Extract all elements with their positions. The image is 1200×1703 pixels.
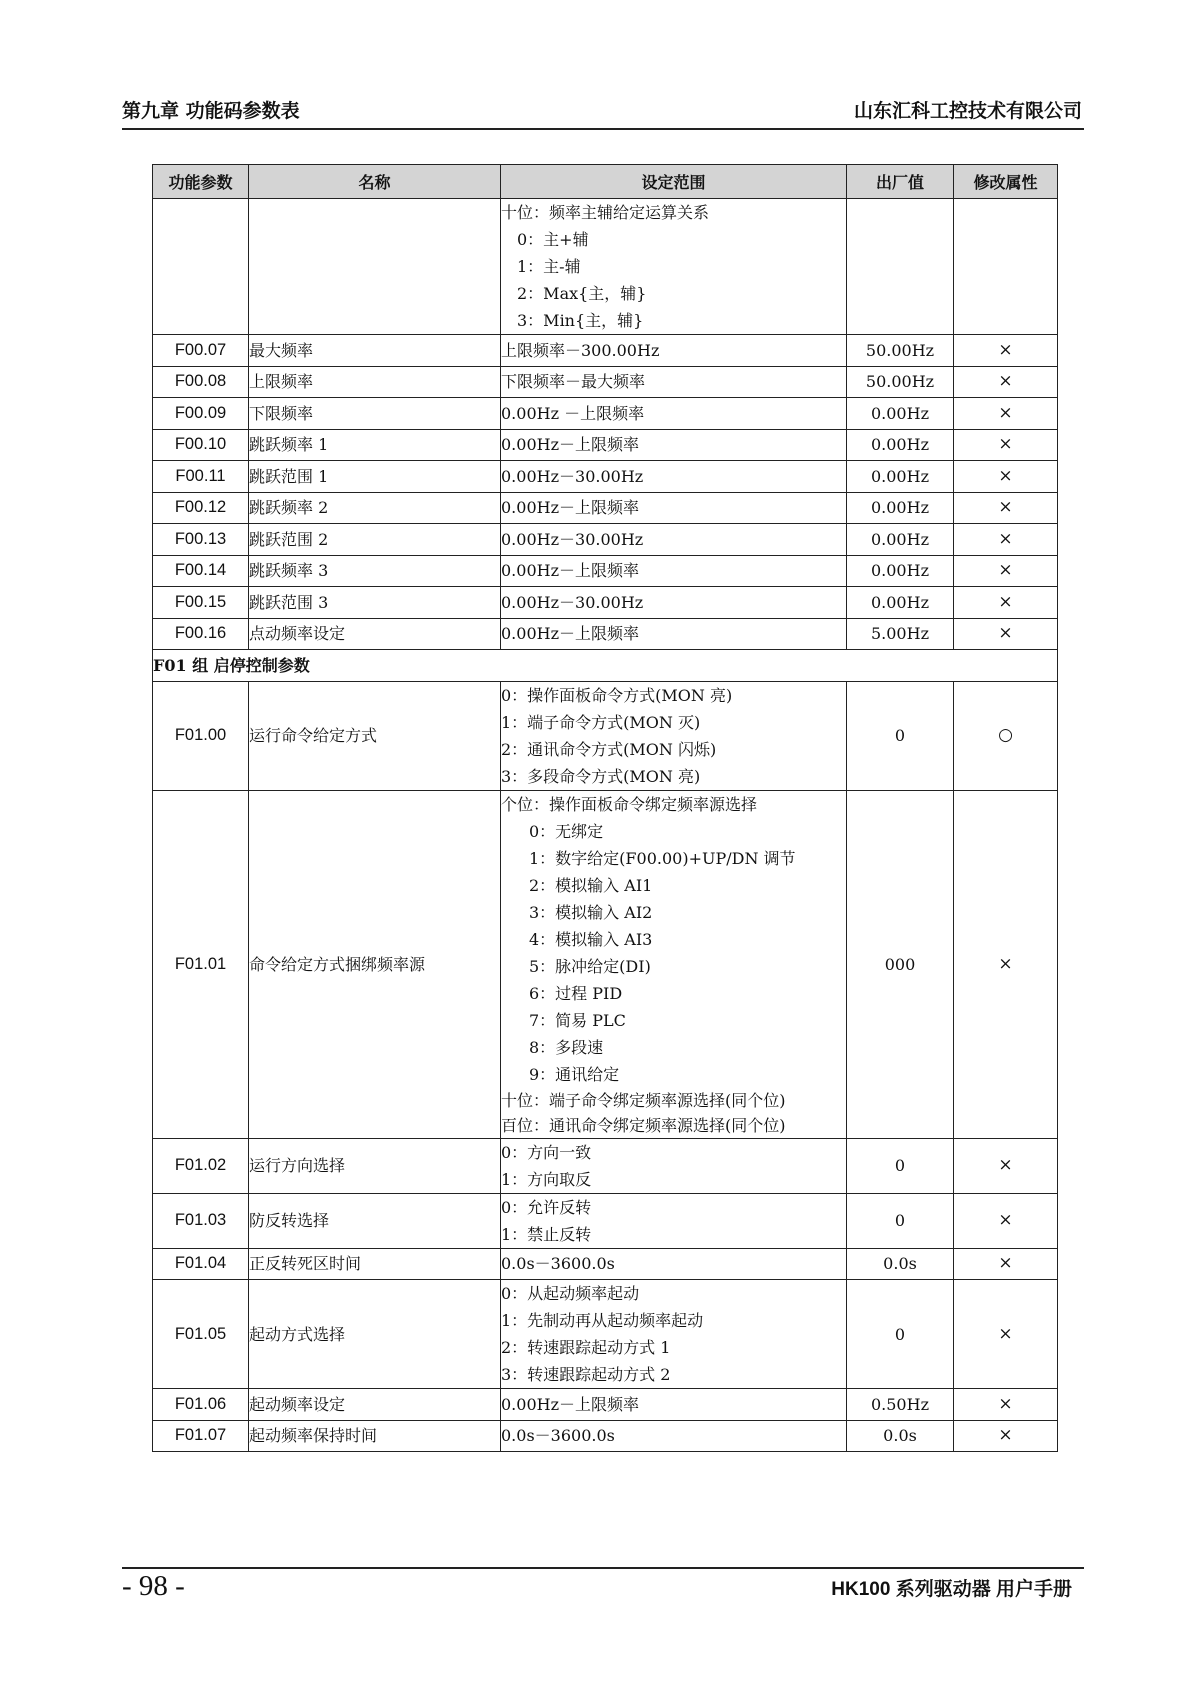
range-line: 2：转速跟踪起动方式 1 — [501, 1338, 671, 1357]
param-range: 0.00Hz－上限频率 — [501, 555, 847, 587]
range-line: 百位：通讯命令绑定频率源选择(同个位) — [501, 1115, 786, 1135]
range-cell — [501, 681, 847, 790]
col-header-name: 名称 — [249, 165, 501, 199]
param-default: 5.00Hz — [847, 618, 954, 650]
param-default: 50.00Hz — [847, 366, 954, 398]
param-name: 跳跃频率 2 — [249, 492, 501, 524]
param-range: 0.00Hz －上限频率 — [501, 398, 847, 430]
param-code: F00.08 — [153, 366, 249, 398]
param-name: 运行命令给定方式 — [249, 681, 501, 790]
range-line: 3：转速跟踪起动方式 2 — [501, 1365, 671, 1384]
param-name: 跳跃范围 3 — [249, 587, 501, 619]
param-attr: × — [954, 398, 1058, 430]
param-code: F01.02 — [153, 1138, 249, 1193]
param-default: 0.00Hz — [847, 555, 954, 587]
table-row — [153, 398, 1058, 430]
param-name: 跳跃频率 1 — [249, 429, 501, 461]
param-name: 跳跃范围 1 — [249, 461, 501, 493]
param-attr: ○ — [954, 681, 1058, 790]
param-code: F01.01 — [153, 790, 249, 1138]
param-range: 0.00Hz－上限频率 — [501, 429, 847, 461]
table-row — [153, 335, 1058, 367]
param-name: 起动方式选择 — [249, 1280, 501, 1389]
param-code: F00.13 — [153, 524, 249, 556]
param-name: 防反转选择 — [249, 1193, 501, 1248]
param-code: F00.16 — [153, 618, 249, 650]
range-line: 个位：操作面板命令绑定频率源选择 — [501, 794, 758, 814]
param-default: 0.0s — [847, 1420, 954, 1452]
range-line: 3：Min{主，辅} — [517, 311, 644, 330]
range-line: 7：简易 PLC — [529, 1010, 626, 1030]
param-range: 0.00Hz－上限频率 — [501, 618, 847, 650]
range-cell — [501, 790, 847, 1138]
param-name: 点动频率设定 — [249, 618, 501, 650]
param-default: 0 — [847, 1193, 954, 1248]
table-row — [153, 555, 1058, 587]
table-row-continuation — [153, 199, 1058, 335]
param-range: 0.00Hz－30.00Hz — [501, 524, 847, 556]
param-name: 下限频率 — [249, 398, 501, 430]
param-attr: × — [954, 524, 1058, 556]
param-code: F01.07 — [153, 1420, 249, 1452]
range-line: 1：禁止反转 — [501, 1224, 592, 1244]
col-header-default: 出厂值 — [847, 165, 954, 199]
group-title: F01 组 启停控制参数 — [153, 650, 1058, 682]
param-range: 0.00Hz－30.00Hz — [501, 587, 847, 619]
param-code: F00.07 — [153, 335, 249, 367]
table-row — [153, 587, 1058, 619]
param-range: 0.00Hz－上限频率 — [501, 492, 847, 524]
param-code: F01.05 — [153, 1280, 249, 1389]
param-attr: × — [954, 461, 1058, 493]
param-code: F00.15 — [153, 587, 249, 619]
param-name: 运行方向选择 — [249, 1138, 501, 1193]
param-name: 正反转死区时间 — [249, 1248, 501, 1280]
parameter-table — [152, 164, 1058, 1452]
param-code: F00.12 — [153, 492, 249, 524]
range-line: 1：端子命令方式(MON 灭) — [501, 712, 701, 732]
param-code: F01.03 — [153, 1193, 249, 1248]
param-attr: × — [954, 429, 1058, 461]
param-attr: × — [954, 1193, 1058, 1248]
param-default: 0.00Hz — [847, 587, 954, 619]
range-line: 1：数字给定(F00.00)+UP/DN 调节 — [529, 848, 796, 868]
table-row — [153, 429, 1058, 461]
param-default: 0.00Hz — [847, 429, 954, 461]
param-attr: × — [954, 790, 1058, 1138]
range-line: 1：方向取反 — [501, 1169, 592, 1189]
param-default: 50.00Hz — [847, 335, 954, 367]
range-cell — [501, 1280, 847, 1389]
param-attr: × — [954, 587, 1058, 619]
company-name: 山东汇科工控技术有限公司 — [853, 100, 1082, 122]
param-default: 0 — [847, 1138, 954, 1193]
range-line: 4：模拟输入 AI3 — [529, 929, 653, 949]
param-range: 0.0s－3600.0s — [501, 1420, 847, 1452]
range-line: 0：方向一致 — [501, 1142, 592, 1162]
range-line: 0：无绑定 — [529, 821, 604, 841]
param-attr: × — [954, 335, 1058, 367]
range-line: 3：模拟输入 AI2 — [529, 902, 653, 922]
param-default: 0.00Hz — [847, 492, 954, 524]
param-default: 0.0s — [847, 1248, 954, 1280]
param-default: 0 — [847, 681, 954, 790]
param-range: 0.00Hz－30.00Hz — [501, 461, 847, 493]
table-header-row — [153, 165, 1058, 199]
range-cell — [501, 1138, 847, 1193]
range-line: 十位：端子命令绑定频率源选择(同个位) — [501, 1090, 786, 1110]
param-name: 起动频率设定 — [249, 1389, 501, 1421]
range-line: 2：通讯命令方式(MON 闪烁) — [501, 739, 717, 759]
param-code: F01.04 — [153, 1248, 249, 1280]
table-row — [153, 1389, 1058, 1421]
range-line: 6：过程 PID — [529, 983, 623, 1003]
table-row — [153, 461, 1058, 493]
param-code: F01.00 — [153, 681, 249, 790]
range-line: 0：允许反转 — [501, 1197, 592, 1217]
table-row — [153, 618, 1058, 650]
table-row — [153, 1280, 1058, 1389]
table-row — [153, 1420, 1058, 1452]
param-range: 上限频率－300.00Hz — [501, 335, 847, 367]
table-row — [153, 681, 1058, 790]
param-attr: × — [954, 1420, 1058, 1452]
param-name: 上限频率 — [249, 366, 501, 398]
chapter-title: 第九章 功能码参数表 — [122, 100, 300, 122]
range-line: 0：操作面板命令方式(MON 亮) — [501, 685, 733, 705]
range-cell — [501, 1193, 847, 1248]
table-row — [153, 492, 1058, 524]
range-line: 0：主+辅 — [517, 230, 589, 249]
range-line: 2：Max{主，辅} — [517, 284, 647, 303]
param-default: 0.00Hz — [847, 524, 954, 556]
param-name: 起动频率保持时间 — [249, 1420, 501, 1452]
table-row — [153, 524, 1058, 556]
col-header-attr: 修改属性 — [954, 165, 1058, 199]
range-line: 9：通讯给定 — [529, 1064, 620, 1084]
footer-divider — [122, 1567, 1084, 1569]
param-attr: × — [954, 555, 1058, 587]
param-code: F00.09 — [153, 398, 249, 430]
col-header-code: 功能参数 — [153, 165, 249, 199]
range-line: 3：多段命令方式(MON 亮) — [501, 766, 701, 786]
param-attr: × — [954, 1389, 1058, 1421]
header-divider — [122, 128, 1084, 130]
param-default: 000 — [847, 790, 954, 1138]
param-attr: × — [954, 618, 1058, 650]
param-attr: × — [954, 1280, 1058, 1389]
param-name: 跳跃频率 3 — [249, 555, 501, 587]
table-row — [153, 1138, 1058, 1193]
param-code: F00.10 — [153, 429, 249, 461]
param-range: 下限频率－最大频率 — [501, 366, 847, 398]
range-line: 2：模拟输入 AI1 — [529, 875, 653, 895]
param-attr: × — [954, 1248, 1058, 1280]
manual-title: HK100 系列驱动器 用户手册 — [831, 1579, 1072, 1600]
param-attr: × — [954, 492, 1058, 524]
param-default: 0 — [847, 1280, 954, 1389]
param-attr: × — [954, 366, 1058, 398]
table-row — [153, 1248, 1058, 1280]
range-line: 1：先制动再从起动频率起动 — [501, 1311, 704, 1330]
param-default: 0.50Hz — [847, 1389, 954, 1421]
param-default: 0.00Hz — [847, 461, 954, 493]
param-range: 0.00Hz－上限频率 — [501, 1389, 847, 1421]
range-line: 5：脉冲给定(DI) — [529, 956, 651, 976]
param-name: 最大频率 — [249, 335, 501, 367]
page-number: - 98 - — [122, 1570, 185, 1602]
range-cell — [501, 199, 847, 335]
table-row — [153, 790, 1058, 1138]
param-attr: × — [954, 1138, 1058, 1193]
group-row — [153, 650, 1058, 682]
range-line: 1：主-辅 — [517, 257, 581, 276]
param-name: 跳跃范围 2 — [249, 524, 501, 556]
param-code: F00.14 — [153, 555, 249, 587]
col-header-range: 设定范围 — [501, 165, 847, 199]
param-default: 0.00Hz — [847, 398, 954, 430]
table-row — [153, 1193, 1058, 1248]
param-name: 命令给定方式捆绑频率源 — [249, 790, 501, 1138]
param-code: F01.06 — [153, 1389, 249, 1421]
range-line: 8：多段速 — [529, 1037, 604, 1057]
range-line: 十位：频率主辅给定运算关系 — [501, 203, 710, 222]
table-row — [153, 366, 1058, 398]
param-range: 0.0s－3600.0s — [501, 1248, 847, 1280]
param-code: F00.11 — [153, 461, 249, 493]
range-line: 0：从起动频率起动 — [501, 1284, 640, 1303]
